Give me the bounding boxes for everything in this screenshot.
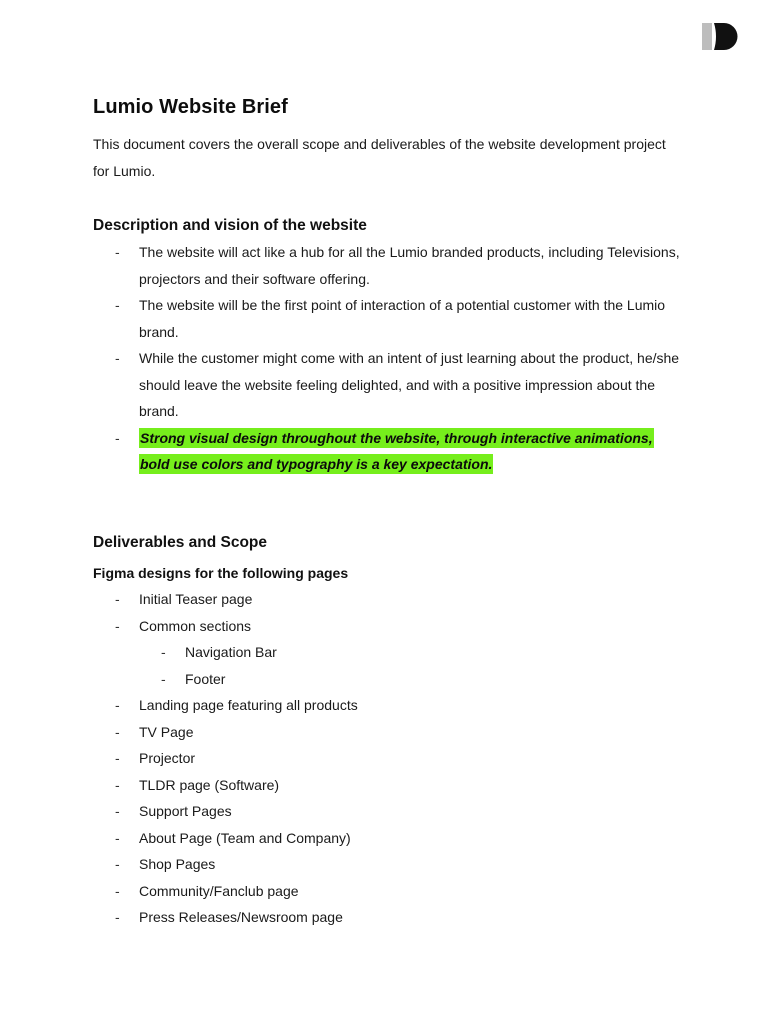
list-item: - Navigation Bar bbox=[93, 639, 683, 666]
list-item: - Common sections bbox=[93, 613, 683, 640]
list-item: - Support Pages bbox=[93, 798, 683, 825]
description-heading: Description and vision of the website bbox=[93, 217, 367, 234]
list-item: - Footer bbox=[93, 666, 683, 693]
document-title: Lumio Website Brief bbox=[93, 96, 288, 118]
list-item: - TLDR page (Software) bbox=[93, 772, 683, 799]
common-sections-list bbox=[93, 639, 683, 692]
list-item: - Initial Teaser page bbox=[93, 586, 683, 613]
deliverables-subheading: Figma designs for the following pages bbox=[93, 564, 349, 581]
list-item: - Landing page featuring all products bbox=[93, 692, 683, 719]
list-item: - About Page (Team and Company) bbox=[93, 825, 683, 852]
list-item-highlight bbox=[93, 425, 683, 478]
brand-logo-icon bbox=[702, 22, 742, 52]
list-item: - Projector bbox=[93, 745, 683, 772]
list-item: - TV Page bbox=[93, 719, 683, 746]
highlighted-text: Strong visual design throughout the website, through interactive animations, bold use colors and typography is a key expectation. bbox=[140, 429, 653, 472]
list-item: - The website will act like a hub for all the Lumio branded products, including Televisions, projectors and their software offering. bbox=[93, 239, 683, 292]
deliverables-heading: Deliverables and Scope bbox=[93, 533, 268, 551]
deliverables-list bbox=[93, 586, 683, 639]
list-item: - The website will be the first point of interaction of a potential customer with the Lumio brand. bbox=[93, 292, 683, 345]
list-item: - Press Releases/Newsroom page bbox=[93, 904, 683, 931]
description-list bbox=[93, 239, 683, 478]
document-body bbox=[93, 92, 683, 931]
list-item: - Community/Fanclub page bbox=[93, 878, 683, 905]
deliverables-pages-list bbox=[93, 692, 683, 931]
document-intro: This document covers the overall scope and deliverables of the website development project for Lumio. bbox=[93, 136, 666, 179]
list-item: - While the customer might come with an intent of just learning about the product, he/she should leave the website feeling delighted, and with a positive impression about the brand. bbox=[93, 345, 683, 425]
list-item: - Shop Pages bbox=[93, 851, 683, 878]
